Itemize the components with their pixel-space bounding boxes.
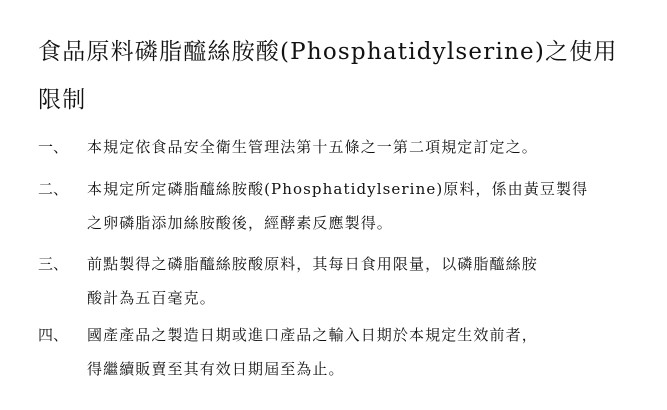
article-text-line: 國產產品之製造日期或進口產品之輸入日期於本規定生效前者， bbox=[87, 326, 538, 344]
article-number: 四、 bbox=[38, 326, 69, 344]
article-number: 三、 bbox=[38, 255, 69, 273]
article-number: 二、 bbox=[38, 180, 69, 198]
article-number: 一、 bbox=[38, 138, 69, 156]
title-line-1: 食品原料磷脂醯絲胺酸(Phosphatidylserine)之使用 bbox=[38, 39, 618, 65]
article-text-line: 得繼續販賣至其有效日期屆至為止。 bbox=[87, 360, 345, 378]
article-text bbox=[87, 318, 632, 386]
article-text-line: 酸計為五百毫克。 bbox=[87, 289, 216, 307]
document-title bbox=[38, 28, 638, 124]
article-text bbox=[87, 172, 632, 240]
article-text-line: 之卵磷脂添加絲胺酸後，經酵素反應製得。 bbox=[87, 214, 393, 232]
article-text-line: 前點製得之磷脂醯絲胺酸原料，其每日食用限量，以磷脂醯絲胺 bbox=[87, 255, 538, 273]
title-line-2: 限制 bbox=[38, 87, 87, 113]
article-text bbox=[87, 247, 632, 315]
article-text-line: 本規定所定磷脂醯絲胺酸(Phosphatidylserine)原料，係由黃豆製得 bbox=[87, 180, 589, 198]
article-text bbox=[87, 130, 632, 164]
article-text-line: 本規定依食品安全衛生管理法第十五條之一第二項規定訂定之。 bbox=[87, 138, 538, 156]
